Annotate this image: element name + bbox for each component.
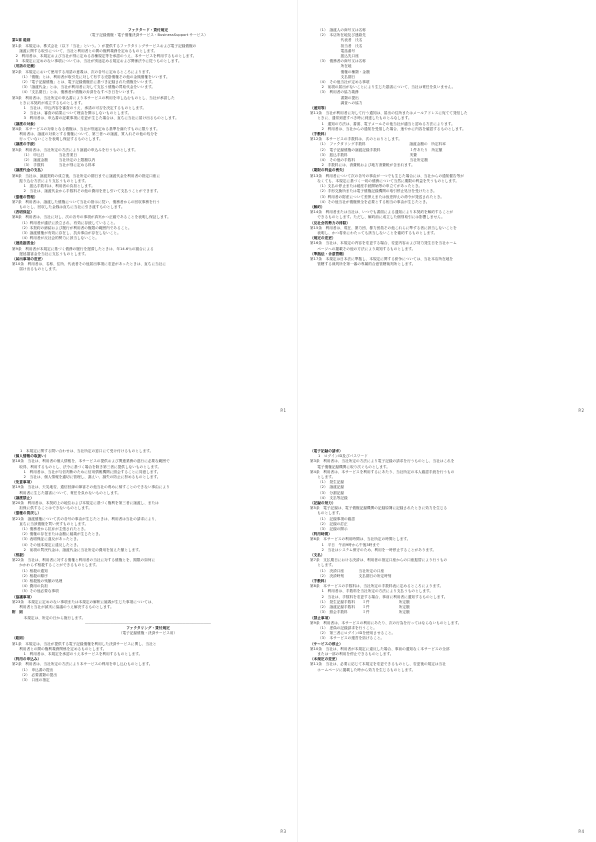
text-line: （3）「譲渡代金」とは、当社が利用者に対して支払う債権の買取代金をいいます。 [20,85,156,90]
text-line: （3） 手数料 当社が別に定める料率 [20,163,96,168]
text-line: （3）相殺後の残額の処理 [20,579,63,584]
text-line: （3） 振込手数料 実費 [318,152,417,157]
text-line: （3）利用者の財産について差押えまたは仮差押えの命令が発送されたとき。 [318,194,445,199]
section-heading: （協議事項） [12,594,34,599]
text-line: （3） 分割記録 [318,490,345,495]
page-text-column [12,28,284,405]
text-line: 代表者 氏名 [326,38,363,43]
page-number: P.2 [578,408,584,413]
text-line: （1） 発生記録 [318,480,345,485]
text-line: 第3条 利用者は、当社所定の申込書により本サービスの利用を申し込むものとし、当社が承諾した [12,95,175,100]
text-line: （2） 本店所在地及び連絡先 [318,33,366,38]
text-line: （1） 申込書の提出 [20,667,54,672]
text-line: ものとし、回収した金銭は直ちに当社に引き渡すものとします。 [12,204,125,209]
text-line: （4）利用者が反社会的勢力に該当しないこと。 [20,236,99,241]
text-line: 担保に供することはできないものとします。 [12,506,92,511]
section-heading: （利用の申込み） [12,657,42,662]
section-heading: （用語の定義） [12,64,38,69]
page-text-column [310,28,582,405]
text-line: 第10条 当社は、利用者が本規定に違反した場合、事前の通知なく本サービスの全部 [310,646,450,651]
section-heading: （相殺） [12,553,27,558]
text-line: 利用者に生じた損害について、責任を負わないものとします。 [12,490,121,495]
text-line: （1） 申込日 当社営業日 [20,152,78,157]
section-heading: （利用時間） [310,532,332,537]
text-line: （4） その他当社が定める事項 [318,80,370,85]
text-line: 電話番号 [326,48,356,53]
text-line: 2 利用者は、本規定および当社が別に定める各種規定等を承認のうえ、本サービスを利用するものとします。 [12,54,197,59]
section-heading: （本規定の変更） [310,657,340,662]
text-line: 第1条 本規定は、当社が提供する電子記録債権を利用した決済サービスに関し、当社と [12,641,157,646]
text-line: （1） ファクタリング手数料 譲渡金額の 所定料率 [318,142,446,147]
section-heading: 第1章 総則 [12,38,31,43]
section-heading: （記録の効力） [310,501,336,506]
text-line: 第4条 本サービスの対象となる債権は、当社が別途定める基準を満たすものに限ります。 [12,126,160,131]
text-line: （4） その他の手数料 当社所定額 [318,158,428,163]
section-heading: （電子記録の請求） [310,449,343,453]
document-title: ファクタード・貸付規定 [128,28,168,32]
text-line: （2） 必要書類の提出 [20,672,57,677]
text-line: 第8条 利用者は、当社に対し、次の各号の事項が真実かつ正確であることを表明し保証します。 [12,215,171,220]
text-line: かかわらず相殺することができるものとします。 [12,563,100,568]
text-line: 1 当社は、申込内容を審査のうえ、承諾の可否を決定するものとします。 [20,106,147,111]
text-line: （2） 決済時刻 支払期日の所定時刻 [318,573,392,578]
text-line: とします。 [310,563,336,568]
text-line: 第21条 譲渡債権について次の各号の事由が生じたときは、利用者は当社の請求により、 [12,516,159,521]
text-line: 第4条 利用者は、本サービスを利用するにあたり、当社所定の本人確認手続を行うもの [310,469,455,474]
text-line: （1）相殺の通知 [20,568,48,573]
text-line: （4）「支払期日」とは、債務者が債権の弁済をなすべき日をいいます。 [20,90,137,95]
text-line: なくても、本規定に基づく一切の債務について当然に期限の利益を失うものとします。 [310,178,460,183]
page-number: P.3 [280,829,286,834]
section-heading: （手数料） [310,132,329,137]
text-line: 本規定は、所定の日から施行します。 [20,615,86,620]
text-line: 1 利用者は、当社が与信判断のために信用情報機関に照会することに同意します。 [20,469,161,474]
text-line: 第2条 本規定において使用する用語の意義は、次の各号に定めるところによります。 [12,69,153,74]
text-line: 第18条 当社は、利用者の個人情報を、本サービスの提供および関連業務の遂行に必要な範囲で [12,459,170,464]
text-line: 第22条 当社は、利用者に対する債権と利用者の当社に対する債権とを、期限の如何に [12,558,156,563]
text-line: 第10条 利用者は、名称、住所、代表者その他届出事項に変更があったときは、直ちに当社に [12,262,167,267]
text-line: 第8条 本サービスの手数料は、当社所定の手数料表に定めるところによります。 [310,584,444,589]
section-heading: （債権の買戻し） [12,511,42,516]
text-line: 1 ログインID及びパスワード [318,454,368,459]
text-line: 利用者との間の権利義務関係を定めるものとします。 [12,646,107,651]
text-line: （1）「債権」とは、利用者が取引先に対して有する売掛債権その他の金銭債権をいいます。 [20,74,170,79]
text-line: （1） 決済口座 当社所定の口座 [318,568,385,573]
text-line: 第7条 利用者は、譲渡した債権について当社の指示に従い、債務者からの回収事務を行う [12,199,161,204]
page-number: P.1 [280,408,286,413]
page-text-column [12,449,284,826]
page-text-column [310,449,582,826]
text-line: 第9条 利用者が本規定に基づく債務の履行を遅滞したときは、年14.6％の割合による [12,246,154,251]
text-line: （3） 利用者の協力義務 [318,90,359,95]
text-line: 第5条 利用者は、当社所定の方法により譲渡の申込みを行うものとします。 [12,147,138,152]
document-page-3 [0,421,298,842]
text-line: 利用者と当社が誠実に協議のうえ解決するものとします。 [12,605,114,610]
section-heading: （反社会的勢力の排除） [310,220,351,225]
text-line: 第19条 当社は、天災地変、通信回線の障害その他当社の責めに帰すことのできない事由により [12,485,170,490]
text-line: 調査への協力 [326,100,363,105]
text-line: 2 当社は、譲渡代金から手数料その他の費用を差し引いて支払うことができます。 [20,189,161,194]
text-line: 行っていないことを表明し保証するものとします。 [12,137,103,142]
section-heading: （規定の変更） [310,236,336,241]
text-line: （2） 記録の訂正 [318,521,348,526]
text-line: （2）相殺の順序 [20,573,48,578]
text-line: 管轄する裁判所を第一審の専属的合意管轄裁判所とします。 [310,262,416,267]
section-heading: （遅延損害金） [12,241,38,246]
section-heading: （個人情報の取扱い） [12,454,49,459]
text-line: （4）その他当社が債権保全を必要とする相当の事由が生じたとき。 [318,199,430,204]
text-line: （5）その他必要な事項 [20,589,59,594]
text-line: 2 前項の届出がないことにより生じた損害について、当社は責任を負いません。 [318,85,456,90]
section-heading: （譲渡禁止） [12,495,34,500]
text-line: 遅延損害金を当社に支払うものとします。 [12,251,89,256]
text-line: （1）債務者から抗弁が主張されたとき。 [20,527,88,532]
section-heading: （手数料） [310,579,329,584]
text-line: （2） 譲渡記録手数料 １件 所定額 [318,605,410,610]
text-line: ページへの掲載その他の方法により周知するものとします。 [310,246,416,251]
text-line: 3 利用者は、申込書の記載事項に変更が生じた場合は、直ちに当社に届け出るものとします。 [20,116,179,121]
text-line: ホームページに掲載した時から効力を生じるものとします。 [310,667,416,672]
text-line: （1） 譲渡人の商号又は名称 [318,28,366,32]
text-line: 書類の提出 [326,95,359,100]
text-line: （2）手形交換所または電子債権記録機関の取引停止処分を受けたとき。 [318,189,437,194]
section-heading: （禁止事項） [310,615,332,620]
text-line: （4）その他本規定に違反したとき。 [20,542,81,547]
text-line: （3） 債務者の商号又は名称 [318,59,366,64]
text-line: 1 振込手数料は、利用者の負担とします。 [20,184,95,189]
text-line: 振込先口座 [326,54,359,59]
document-page-1 [0,0,298,421]
text-line: 利用者は、譲渡の対象とする債権について、第三者への譲渡、質入れその他の処分を [12,132,158,137]
text-line: ――――――――――――――――――――――――――――――――――― [85,620,211,625]
section-heading: （届出事項の変更） [12,256,45,261]
section-heading: （譲渡の手続） [12,142,38,147]
text-line: とします。 [310,475,336,480]
text-line: 1 利用者は、本規定を承認のうえ本サービスを利用するものとします。 [20,651,143,656]
text-line: 所在地 [326,64,352,69]
document-page-4 [298,421,596,842]
text-line: 第14条 利用者または当社は、いつでも書面による通知により本契約を解約することが [310,210,454,215]
text-line: または一部の利用を停止できるものとします。 [310,651,394,656]
section-heading: （期限の利益の喪失） [310,168,347,173]
text-line: 第3条 利用者は、当社所定の方法により電子記録の請求を行うものとし、当社はこれを [310,459,455,464]
text-line: 債権の種類・金額 [326,69,370,74]
text-line: （1） 発生記録手数料 １件 所定額 [318,599,410,604]
text-line: 直ちに当該債権を買い戻すものとします。 [12,521,89,526]
text-line: （1） 記録事項の確認 [318,516,355,521]
text-line: ときに本契約が成立するものとします。 [12,100,85,105]
text-line: （3）表明保証に違反があったとき。 [20,537,81,542]
section-heading: （表明保証） [12,210,34,215]
text-line: 3 本規定に定めのない事項については、当社が別途定める規定および関係法令に従うものとします。 [12,59,182,64]
section-heading: （支払） [310,553,325,558]
text-line: 振り込む方法により支払うものとします。 [12,178,89,183]
text-line: 第2条 利用者は、当社所定の方法により本サービスの利用を申し込むものとします。 [12,662,153,667]
text-line: 第12条 本サービスの手数料は、次のとおりとします。 [310,137,402,142]
text-line: できるものとします。ただし、解約前に成立した個別取引には影響しません。 [310,215,445,220]
spread-bottom [0,421,596,842]
text-line: 電子債権記録機関に取り次ぐものとします。 [310,464,390,469]
text-line: （3） 照会手数料 １件 所定額 [318,610,410,615]
text-line: 第5条 電子記録は、電子債権記録機関の記録原簿に記録されたときに効力を生じる [310,506,448,511]
text-line: 第15条 利用者は、現在、暴力団、暴力団員その他これらに準ずる者に該当しないことを [310,225,457,230]
section-heading: （譲渡の対象） [12,121,38,126]
text-line: （2） 第三者にログインIDを使用させること。 [318,631,396,636]
text-line: （1）支払の停止または破産手続開始等の申立てがあったとき。 [318,184,423,189]
text-line: （1）利用者が適法に設立され、有効に存続していること。 [20,220,118,225]
text-line: 2 当社は、個人情報を適切に管理し、漏えい、滅失の防止に努めるものとします。 [20,475,161,480]
text-line: （2） 譲渡記録 [318,485,345,490]
section-heading: （譲渡代金の支払） [12,168,45,173]
document-page-2 [298,0,596,421]
section-heading: （総則） [12,636,27,641]
section-heading: （解約） [310,204,325,209]
section-heading: 附 則 [12,610,23,615]
text-line: 2 当社はシステム保守のため、利用を一時停止することがあります。 [318,547,437,552]
text-line: （電子記録債権・決済サービス用） [118,631,178,636]
text-line: 第23条 本規定に定めのない事項または本規定の解釈に疑義が生じた事項については、 [12,599,156,604]
section-heading: （債権の管理） [12,194,38,199]
text-line: （4）費用の負担 [20,584,48,589]
text-line: （2） 電子記録債権の譲渡記録手数料 １件あたり 所定額 [318,147,443,152]
text-line: （3） 本サービスの運営を妨げること。 [318,636,385,641]
text-line: 第16条 当社は、本規定の内容を変更する場合、変更内容および効力発生日を当社ホーム [310,241,457,246]
text-line: 1 本規定に関する問い合わせは、当社所定の窓口にて受け付けるものとします。 [20,449,154,453]
text-line: 第6条 本サービスの利用時間は、当社所定の時間とします。 [310,537,411,542]
section-heading: （サービスの停止） [310,641,343,646]
section-heading: （準拠法・合意管轄） [310,251,347,256]
text-line: （2）「電子記録債権」とは、電子記録債権法に基づき記録された債権をいいます。 [20,80,156,85]
text-line: 届け出るものとします。 [12,267,60,272]
text-line: ものとします。 [310,511,343,516]
text-line: （4） 支払等記録 [318,495,348,500]
text-line: ときに、通常到達すべき時に到達したものとみなします。 [310,116,412,121]
text-line: 表明し、かつ将来にわたっても該当しないことを確約するものとします。 [310,230,438,235]
text-line: 第1条 本規定は、株式会社（以下「当社」という。）が提供するファクタリングサービスおよび電子記録債権の [12,43,197,48]
text-line: 担当者 氏名 [326,43,363,48]
text-line: （電子記録債権・電子債権決済サービス・BusinessSupport サービス） [88,33,208,38]
text-line: （3）譲渡債権が有効に存在し、抗弁事由が存在しないこと。 [20,230,121,235]
text-line: 2 当社は、手数料を変更する場合、事前に利用者に通知するものとします。 [318,594,448,599]
document-title: ファクタリング・貸付規定 [126,625,170,630]
text-line: 第11条 当社が利用者に対して行う通知は、届出の住所またはメールアドレスに宛てて発信した [310,111,468,116]
text-line: 第13条 利用者について次の各号の事由が一つでも生じた場合には、当社からの通知催告等が [310,173,464,178]
page-number: P.4 [578,829,584,834]
text-line: （2）債権の存在または金額に疑義が生じたとき。 [20,532,103,537]
text-line: （3） 口座の指定 [20,677,50,682]
text-line: 2 前項の買戻代金は、譲渡代金に当社所定の費用を加えた額とします。 [20,547,143,552]
text-line: （3） 記録の開示 [318,527,348,532]
text-line: 取得、利用するものとし、法令に基づく場合を除き第三者に提供しないものとします。 [12,464,162,469]
text-line: 1 利用者は、手数料を当社所定の方法により支払うものとします。 [318,589,434,594]
text-line: 譲渡に関する取引について、当社と利用者との間の権利義務を定めるものとします。 [12,48,158,53]
text-line: 第6条 当社は、譲渡契約の成立後、当社所定の期日までに譲渡代金を利用者の指定口座に [12,173,161,178]
section-heading: （免責事項） [12,480,34,485]
text-line: 第11条 当社は、必要に応じて本規定を変更できるものとし、変更後の規定は当社 [310,662,446,667]
text-line: 第20条 利用者は、本契約上の地位および本規定に基づく権利を第三者に譲渡し、または [12,501,159,506]
text-line: 1 平日 午前9時から午後3時まで [318,542,380,547]
text-line: 第7条 支払期日における決済は、利用者の指定口座からの口座振替により行うもの [310,558,448,563]
text-line: 2 当社は、審査の結果について理由を開示しないものとします。 [20,111,132,116]
text-line: （2）本契約の締結および履行が利用者の権限の範囲内であること。 [20,225,132,230]
section-heading: （通知等） [310,106,329,111]
text-line: （1） 虚偽の記録請求を行うこと。 [318,625,377,630]
text-line: 第9条 利用者は、本サービスの利用にあたり、次の行為を行ってはならないものとします。 [310,620,462,625]
text-line: 支払期日 [326,74,356,79]
text-line: 1 通知の方法は、書面、電子メールその他当社が適当と認める方法によります。 [318,121,455,126]
text-line: 2 手数料には、消費税および地方消費税が含まれます。 [318,163,415,168]
text-line: 第17条 本規定は日本法に準拠し、本規定に関する紛争については、当社本店所在地を [310,256,454,261]
text-line: （2） 譲渡金額 当社所定の上限額以内 [20,158,96,163]
text-line: 2 利用者は、当社からの通知を受領した場合、速やかに内容を確認するものとします。 [318,126,466,131]
